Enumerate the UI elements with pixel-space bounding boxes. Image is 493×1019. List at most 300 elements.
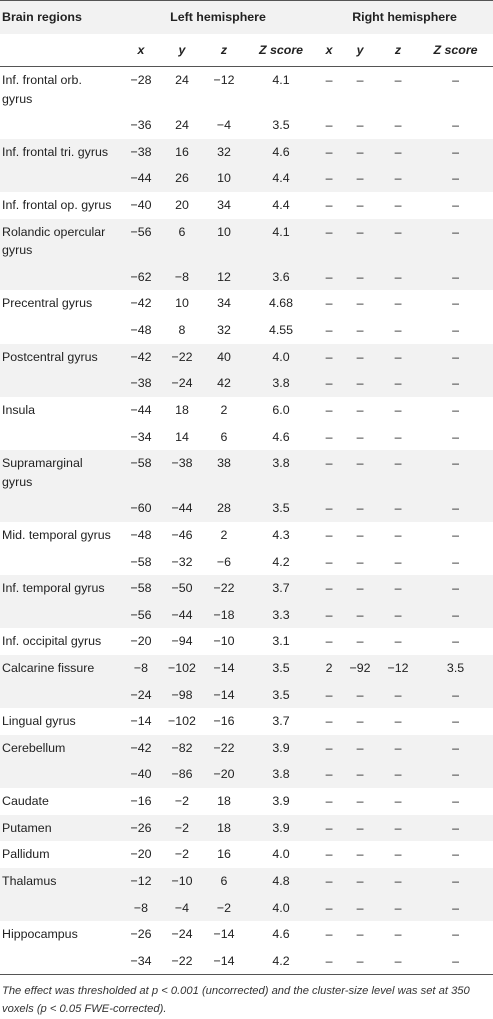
- cell-left-y: 24: [175, 73, 189, 87]
- cell-left-z: 18: [202, 815, 246, 842]
- cell-left-z-score: 4.6: [272, 429, 290, 444]
- cell-right-y: –: [342, 139, 378, 166]
- cell-right-z: −12: [378, 655, 418, 682]
- cell-left-x: −12: [120, 868, 162, 895]
- cell-left-z: −4: [216, 118, 232, 133]
- table-row: [0, 708, 493, 735]
- cell-right-z: –: [394, 429, 402, 444]
- cell-right-z-score: –: [452, 296, 459, 311]
- cell-right-z-score: –: [452, 323, 459, 338]
- cell-right-z: –: [378, 575, 418, 602]
- cell-right-x: –: [325, 296, 333, 311]
- cell-right-z: –: [394, 527, 402, 542]
- cell-left-z-score: 6.0: [272, 402, 290, 417]
- cell-right-y: –: [342, 602, 378, 629]
- cell-right-z-score: –: [452, 554, 459, 569]
- cell-right-z-score: –: [418, 868, 493, 895]
- cell-right-z: –: [394, 73, 402, 87]
- cell-left-z-score: 3.5: [246, 682, 316, 709]
- cell-left-z: 34: [217, 296, 231, 311]
- cell-right-z: –: [394, 323, 402, 338]
- cell-right-x: –: [316, 139, 342, 166]
- cell-right-y: –: [342, 370, 378, 397]
- cell-right-y: –: [356, 402, 364, 417]
- cell-right-z: –: [394, 554, 402, 569]
- cell-region: Postcentral gyrus: [0, 344, 120, 371]
- table-row: [0, 370, 493, 397]
- cell-right-z-score: –: [418, 370, 493, 397]
- header-right-hemisphere: Right hemisphere: [316, 1, 493, 35]
- cell-left-y: −102: [168, 714, 196, 729]
- cell-left-z: 2: [220, 402, 228, 417]
- table-row: [0, 290, 493, 317]
- cell-right-x: –: [316, 370, 342, 397]
- cell-right-x: –: [316, 344, 342, 371]
- cell-region: [0, 112, 120, 139]
- cell-left-x: −16: [130, 794, 152, 809]
- cell-left-z: −14: [202, 682, 246, 709]
- cell-left-z: 2: [220, 527, 228, 542]
- cell-left-y: −8: [162, 264, 202, 291]
- cell-region: [0, 602, 120, 629]
- cell-right-y: –: [342, 948, 378, 975]
- cell-left-y: −2: [174, 794, 190, 809]
- cell-left-z-score: 3.5: [272, 118, 290, 133]
- table-row: [0, 317, 493, 344]
- cell-right-z: –: [394, 118, 402, 133]
- cell-left-x: −58: [120, 575, 162, 602]
- cell-right-x: –: [316, 735, 342, 762]
- cell-left-y: 10: [175, 296, 189, 311]
- cell-right-x: –: [316, 602, 342, 629]
- cell-left-z-score: 3.8: [246, 370, 316, 397]
- cell-left-z: −2: [202, 895, 246, 922]
- cell-left-z-score: 3.8: [246, 761, 316, 788]
- cell-right-x: –: [325, 634, 333, 649]
- cell-right-z-score: –: [452, 527, 459, 542]
- table-row: [0, 788, 493, 815]
- cell-region: Precentral gyrus: [2, 296, 93, 311]
- cell-left-z: −22: [202, 735, 246, 762]
- cell-right-x: –: [316, 219, 342, 264]
- cell-region: [0, 424, 120, 451]
- header-right-z-score: Z score: [418, 34, 493, 67]
- cell-left-z: −12: [213, 73, 235, 87]
- cell-right-z-score: –: [452, 429, 459, 444]
- cell-right-z-score: –: [418, 450, 493, 495]
- cell-left-z-score: 4.0: [246, 344, 316, 371]
- table-body: [0, 67, 493, 975]
- cell-right-x: –: [316, 165, 342, 192]
- cell-left-z-score: 4.1: [272, 73, 290, 87]
- cell-right-z-score: –: [418, 895, 493, 922]
- cell-right-z-score: –: [418, 815, 493, 842]
- cell-right-z-score: 3.5: [418, 655, 493, 682]
- cell-left-z-score: 4.4: [246, 165, 316, 192]
- cell-right-y: –: [342, 761, 378, 788]
- cell-left-x: −42: [130, 296, 152, 311]
- header-left-z: z: [202, 34, 246, 67]
- cell-left-x: −62: [120, 264, 162, 291]
- cell-left-y: 16: [162, 139, 202, 166]
- cell-region: [0, 682, 120, 709]
- cell-right-z-score: –: [418, 139, 493, 166]
- cell-left-z: −14: [202, 948, 246, 975]
- cell-right-z: –: [378, 895, 418, 922]
- cell-left-y: −24: [162, 370, 202, 397]
- header-left-x: x: [120, 34, 162, 67]
- cell-left-z-score: 3.1: [272, 634, 290, 649]
- cell-left-x: −40: [130, 198, 152, 213]
- cell-left-x: −28: [130, 73, 152, 87]
- cell-left-y: −22: [162, 948, 202, 975]
- cell-right-y: –: [356, 73, 364, 87]
- cell-right-z-score: –: [452, 927, 459, 942]
- cell-left-y: −44: [162, 602, 202, 629]
- table-row: [0, 921, 493, 948]
- cell-left-z: −10: [213, 634, 235, 649]
- cell-region: [0, 165, 120, 192]
- cell-left-z: 18: [217, 794, 231, 809]
- cell-right-z-score: –: [418, 219, 493, 264]
- cell-right-z: –: [378, 450, 418, 495]
- cell-right-z: –: [378, 370, 418, 397]
- cell-left-z: 32: [202, 139, 246, 166]
- cell-region: Rolandic opercular gyrus: [0, 219, 120, 264]
- cell-region: [0, 370, 120, 397]
- cell-left-y: −94: [171, 634, 193, 649]
- cell-left-y: −44: [162, 495, 202, 522]
- cell-left-z-score: 4.1: [246, 219, 316, 264]
- cell-right-x: –: [316, 495, 342, 522]
- table-row: [0, 424, 493, 451]
- cell-right-z: –: [378, 344, 418, 371]
- cell-right-y: –: [342, 815, 378, 842]
- cell-right-x: –: [325, 794, 333, 809]
- table-header-row-groups: [0, 1, 493, 35]
- cell-right-z-score: –: [418, 575, 493, 602]
- cell-left-z-score: 4.6: [272, 927, 290, 942]
- cell-left-x: −34: [130, 429, 152, 444]
- header-right-x: x: [316, 34, 342, 67]
- cell-left-y: 24: [175, 118, 189, 133]
- header-brain-regions: Brain regions: [0, 1, 120, 35]
- cell-right-y: –: [356, 198, 364, 213]
- cell-left-x: −42: [120, 344, 162, 371]
- cell-right-x: –: [325, 847, 333, 862]
- table-row: [0, 165, 493, 192]
- cell-right-z: –: [394, 847, 402, 862]
- cell-right-z: –: [394, 794, 402, 809]
- cell-left-z: 10: [202, 165, 246, 192]
- cell-right-x: 2: [316, 655, 342, 682]
- cell-right-z-score: –: [418, 344, 493, 371]
- cell-right-z-score: –: [452, 402, 459, 417]
- cell-right-z-score: –: [418, 948, 493, 975]
- cell-right-z-score: –: [452, 73, 459, 87]
- table-row: [0, 655, 493, 682]
- cell-right-z: –: [378, 948, 418, 975]
- cell-left-x: −40: [120, 761, 162, 788]
- cell-left-y: 26: [162, 165, 202, 192]
- table-row: [0, 815, 493, 842]
- cell-right-z-score: –: [418, 264, 493, 291]
- cell-left-x: −44: [130, 402, 152, 417]
- cell-left-z: 40: [202, 344, 246, 371]
- cell-right-x: –: [316, 948, 342, 975]
- cell-region: Lingual gyrus: [2, 714, 76, 729]
- cell-right-y: –: [342, 450, 378, 495]
- cell-left-z: −22: [202, 575, 246, 602]
- table-row: [0, 495, 493, 522]
- cell-left-y: 14: [175, 429, 189, 444]
- cell-region: Calcarine fissure: [0, 655, 120, 682]
- cell-left-z-score: 4.55: [268, 323, 294, 338]
- cell-left-x: −60: [120, 495, 162, 522]
- cell-region: Inf. temporal gyrus: [0, 575, 120, 602]
- cell-right-y: –: [342, 495, 378, 522]
- cell-left-x: −58: [120, 450, 162, 495]
- cell-left-y: −10: [162, 868, 202, 895]
- cell-right-x: –: [325, 527, 333, 542]
- cell-left-x: −48: [130, 323, 152, 338]
- cell-left-y: 8: [178, 323, 186, 338]
- cell-left-y: −86: [162, 761, 202, 788]
- cell-left-z-score: 3.7: [246, 575, 316, 602]
- cell-right-y: –: [356, 527, 364, 542]
- cell-right-z-score: –: [452, 198, 459, 213]
- cell-region: Hippocampus: [2, 927, 78, 942]
- cell-right-z: –: [378, 139, 418, 166]
- cell-left-x: −56: [120, 219, 162, 264]
- cell-left-x: −8: [120, 655, 162, 682]
- cell-right-z: –: [378, 264, 418, 291]
- cell-right-z: –: [378, 495, 418, 522]
- table-row: [0, 895, 493, 922]
- cell-right-x: –: [325, 554, 333, 569]
- cell-region: [0, 761, 120, 788]
- cell-right-y: –: [356, 323, 364, 338]
- cell-region: Mid. temporal gyrus: [2, 527, 111, 542]
- cell-right-z: –: [394, 634, 402, 649]
- header-left-z-score: Z score: [246, 34, 316, 67]
- cell-right-z-score: –: [418, 682, 493, 709]
- cell-left-x: −38: [120, 370, 162, 397]
- cell-region: [0, 895, 120, 922]
- cell-left-z: 28: [202, 495, 246, 522]
- table-row: [0, 575, 493, 602]
- cell-left-y: −22: [162, 344, 202, 371]
- cell-left-z: −14: [213, 927, 235, 942]
- cell-region: [0, 264, 120, 291]
- cell-region: [0, 549, 120, 576]
- cell-right-y: –: [356, 429, 364, 444]
- table-row: [0, 219, 493, 264]
- cell-right-y: –: [342, 735, 378, 762]
- cell-left-y: 6: [162, 219, 202, 264]
- cell-left-z: 16: [217, 847, 231, 862]
- cell-right-z-score: –: [452, 118, 459, 133]
- table-row: [0, 628, 493, 655]
- cell-right-x: –: [325, 927, 333, 942]
- table-header-row-columns: [0, 34, 493, 67]
- header-right-y: y: [342, 34, 378, 67]
- cell-right-z: –: [394, 714, 402, 729]
- cell-left-x: −24: [120, 682, 162, 709]
- cell-left-y: 20: [175, 198, 189, 213]
- cell-left-z-score: 4.68: [268, 296, 294, 311]
- table-row: [0, 139, 493, 166]
- cell-left-z: 6: [220, 429, 228, 444]
- table-row: [0, 841, 493, 868]
- cell-right-x: –: [325, 402, 333, 417]
- table-row: [0, 602, 493, 629]
- cell-right-y: –: [342, 682, 378, 709]
- cell-right-z: –: [394, 296, 402, 311]
- cell-right-y: –: [356, 118, 364, 133]
- cell-right-y: –: [342, 165, 378, 192]
- cell-right-y: –: [356, 296, 364, 311]
- cell-right-z: –: [378, 219, 418, 264]
- cell-right-z: –: [378, 815, 418, 842]
- table-row: [0, 868, 493, 895]
- cell-right-x: –: [325, 118, 333, 133]
- cell-left-z-score: 4.2: [246, 948, 316, 975]
- cell-left-z-score: 3.9: [246, 735, 316, 762]
- cell-left-x: −20: [130, 634, 152, 649]
- table-row: [0, 192, 493, 219]
- cell-left-y: −2: [162, 815, 202, 842]
- cell-right-y: –: [356, 927, 364, 942]
- cell-right-x: –: [325, 429, 333, 444]
- cell-right-y: −92: [342, 655, 378, 682]
- cell-region: Pallidum: [2, 847, 50, 862]
- cell-right-z-score: –: [418, 735, 493, 762]
- cell-left-z-score: 4.4: [272, 198, 290, 213]
- cell-left-y: −46: [171, 527, 193, 542]
- cell-region: Inf. occipital gyrus: [2, 634, 102, 649]
- cell-right-y: –: [342, 895, 378, 922]
- cell-left-x: −14: [130, 714, 152, 729]
- cell-left-y: −2: [174, 847, 190, 862]
- cell-right-z: –: [378, 165, 418, 192]
- cell-region: Thalamus: [0, 868, 120, 895]
- cell-left-z: −14: [202, 655, 246, 682]
- cell-right-x: –: [325, 714, 333, 729]
- cell-right-z: –: [394, 927, 402, 942]
- cell-right-x: –: [316, 895, 342, 922]
- cell-right-x: –: [325, 73, 333, 87]
- header-left-y: y: [162, 34, 202, 67]
- cell-left-y: −32: [171, 554, 193, 569]
- cell-region: Inf. frontal op. gyrus: [2, 198, 112, 213]
- cell-right-x: –: [316, 575, 342, 602]
- cell-right-z-score: –: [452, 634, 459, 649]
- cell-right-y: –: [356, 714, 364, 729]
- cell-right-y: –: [342, 868, 378, 895]
- cell-left-z-score: 3.9: [246, 815, 316, 842]
- table-row: [0, 450, 493, 495]
- table-row: [0, 397, 493, 424]
- cell-left-z: 32: [217, 323, 231, 338]
- cell-right-z-score: –: [418, 165, 493, 192]
- cell-left-x: −58: [130, 554, 152, 569]
- cell-left-x: −34: [120, 948, 162, 975]
- header-right-z: z: [378, 34, 418, 67]
- cell-left-z-score: 3.9: [272, 794, 290, 809]
- cell-left-z: 38: [202, 450, 246, 495]
- header-blank: [0, 34, 120, 67]
- cell-right-y: –: [356, 634, 364, 649]
- cell-region: Insula: [2, 402, 36, 417]
- cell-region: [0, 495, 120, 522]
- cell-right-y: –: [342, 344, 378, 371]
- cell-left-z: 6: [202, 868, 246, 895]
- cell-region: [0, 948, 120, 975]
- cell-left-z-score: 3.3: [246, 602, 316, 629]
- cell-region: Supramarginal gyrus: [0, 450, 120, 495]
- cell-right-z: –: [378, 735, 418, 762]
- cell-left-y: −24: [171, 927, 193, 942]
- cell-left-z-score: 4.6: [246, 139, 316, 166]
- cell-left-z-score: 4.0: [246, 895, 316, 922]
- table-footnote: The effect was thresholded at p < 0.001 (uncorrected) and the cluster-size level was set at 350 voxels (p < 0.05 FWE-corrected).: [2, 985, 470, 1016]
- table-row: [0, 67, 493, 113]
- cell-region: [0, 317, 120, 344]
- cell-right-x: –: [316, 761, 342, 788]
- cell-left-y: 18: [175, 402, 189, 417]
- cell-left-x: −8: [120, 895, 162, 922]
- cell-region: Cerebellum: [0, 735, 120, 762]
- cell-right-z-score: –: [452, 794, 459, 809]
- cell-left-z-score: 3.5: [246, 495, 316, 522]
- cell-left-x: −26: [130, 927, 152, 942]
- cell-right-y: –: [356, 794, 364, 809]
- cell-left-y: −98: [162, 682, 202, 709]
- table-row: [0, 522, 493, 549]
- cell-left-z-score: 4.8: [246, 868, 316, 895]
- cell-right-x: –: [316, 682, 342, 709]
- cell-left-y: −4: [162, 895, 202, 922]
- cell-left-x: −44: [120, 165, 162, 192]
- cell-left-y: −102: [162, 655, 202, 682]
- cell-left-x: −20: [130, 847, 152, 862]
- table-row: [0, 112, 493, 139]
- cell-right-z: –: [378, 682, 418, 709]
- cell-right-z: –: [378, 761, 418, 788]
- cell-right-z-score: –: [418, 602, 493, 629]
- cell-right-x: –: [325, 323, 333, 338]
- cell-left-z-score: 4.2: [272, 554, 290, 569]
- cell-right-z-score: –: [452, 847, 459, 862]
- cell-region: Caudate: [2, 794, 49, 809]
- cell-left-z: −18: [202, 602, 246, 629]
- table-row: [0, 264, 493, 291]
- cell-right-x: –: [316, 450, 342, 495]
- cell-left-x: −36: [130, 118, 152, 133]
- cell-left-x: −38: [120, 139, 162, 166]
- cell-right-z: –: [378, 602, 418, 629]
- cell-left-z: −16: [213, 714, 235, 729]
- table-row: [0, 682, 493, 709]
- cell-left-y: −38: [162, 450, 202, 495]
- cell-right-x: –: [325, 198, 333, 213]
- cell-right-y: –: [342, 264, 378, 291]
- table-row: [0, 948, 493, 975]
- cell-right-z: –: [378, 868, 418, 895]
- cell-left-z: 34: [217, 198, 231, 213]
- cell-left-z-score: 4.0: [272, 847, 290, 862]
